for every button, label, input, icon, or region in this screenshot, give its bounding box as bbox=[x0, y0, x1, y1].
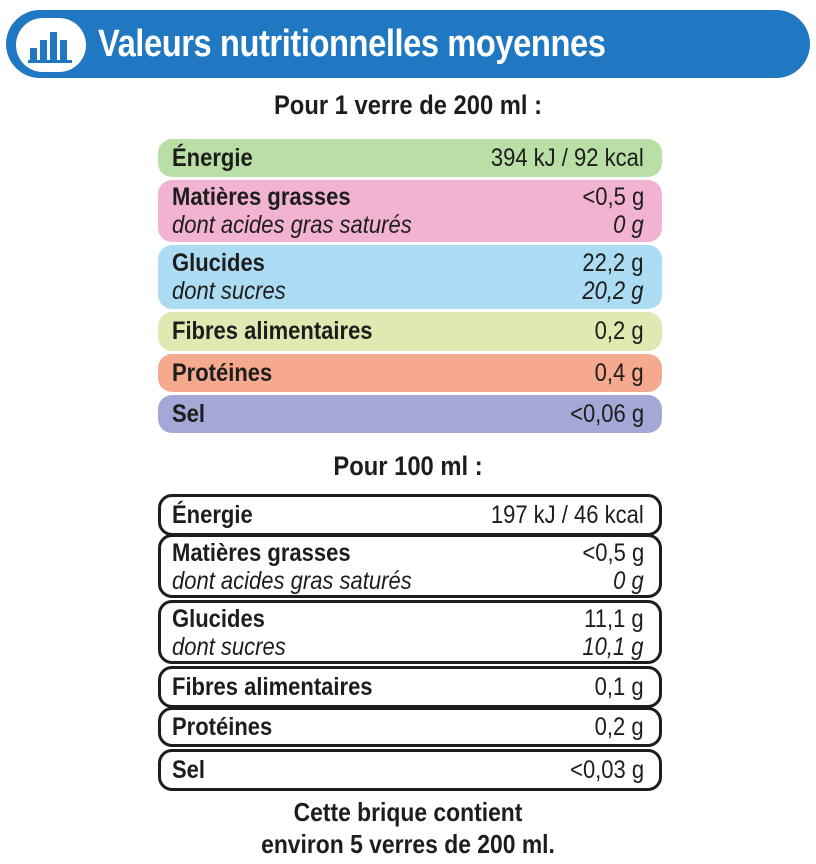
100ml-row-energie bbox=[158, 494, 662, 536]
row-label: Glucides bbox=[172, 605, 265, 633]
page-title: Valeurs nutritionnelles moyennes bbox=[98, 23, 606, 65]
serving-row-glucides bbox=[158, 245, 662, 309]
row-value: <0,5 g bbox=[582, 183, 644, 211]
100ml-row-proteines bbox=[158, 707, 662, 747]
row-label: Sel bbox=[172, 400, 206, 428]
serving-row-proteines bbox=[158, 354, 662, 392]
row-sublabel: dont sucres bbox=[172, 277, 286, 305]
100ml-row-fibres bbox=[158, 666, 662, 708]
row-value: <0,03 g bbox=[569, 756, 644, 784]
row-label: Énergie bbox=[172, 144, 253, 172]
row-value: <0,06 g bbox=[569, 400, 644, 428]
row-value: <0,5 g bbox=[582, 539, 644, 567]
footer-line-2: environ 5 verres de 200 ml. bbox=[261, 829, 555, 859]
row-label: Fibres alimentaires bbox=[172, 673, 373, 701]
row-label: Sel bbox=[172, 756, 206, 784]
row-value: 11,1 g bbox=[584, 605, 644, 633]
header-banner bbox=[6, 10, 810, 78]
row-subvalue: 20,2 g bbox=[582, 277, 644, 305]
serving-row-fibres bbox=[158, 312, 662, 351]
row-label: Matières grasses bbox=[172, 539, 351, 567]
row-value: 0,2 g bbox=[595, 317, 644, 345]
row-label: Glucides bbox=[172, 249, 265, 277]
row-subvalue: 0 g bbox=[613, 211, 644, 239]
per-100ml-title: Pour 100 ml : bbox=[333, 451, 483, 481]
row-value: 197 kJ / 46 kcal bbox=[491, 501, 644, 529]
row-value: 394 kJ / 92 kcal bbox=[491, 144, 644, 172]
100ml-row-sel bbox=[158, 749, 662, 791]
row-label: Matières grasses bbox=[172, 183, 351, 211]
row-sublabel: dont sucres bbox=[172, 633, 286, 661]
serving-row-energie bbox=[158, 139, 662, 177]
row-subvalue: 0 g bbox=[613, 567, 644, 595]
row-value: 0,2 g bbox=[595, 713, 644, 741]
row-sublabel: dont acides gras saturés bbox=[172, 211, 412, 239]
serving-row-sel bbox=[158, 395, 662, 433]
row-label: Fibres alimentaires bbox=[172, 317, 373, 345]
row-subvalue: 10,1 g bbox=[582, 633, 644, 661]
100ml-row-glucides bbox=[158, 600, 662, 664]
row-value: 22,2 g bbox=[582, 249, 644, 277]
row-value: 0,4 g bbox=[595, 359, 644, 387]
row-sublabel: dont acides gras saturés bbox=[172, 567, 412, 595]
per-serving-title: Pour 1 verre de 200 ml : bbox=[273, 90, 543, 120]
row-value: 0,1 g bbox=[595, 673, 644, 701]
row-label: Énergie bbox=[172, 501, 253, 529]
footer-line-1: Cette brique contient bbox=[293, 797, 523, 827]
serving-row-matieres-grasses bbox=[158, 180, 662, 242]
bar-chart-icon bbox=[16, 18, 86, 72]
row-label: Protéines bbox=[172, 359, 273, 387]
100ml-row-matieres-grasses bbox=[158, 534, 662, 598]
row-label: Protéines bbox=[172, 713, 273, 741]
